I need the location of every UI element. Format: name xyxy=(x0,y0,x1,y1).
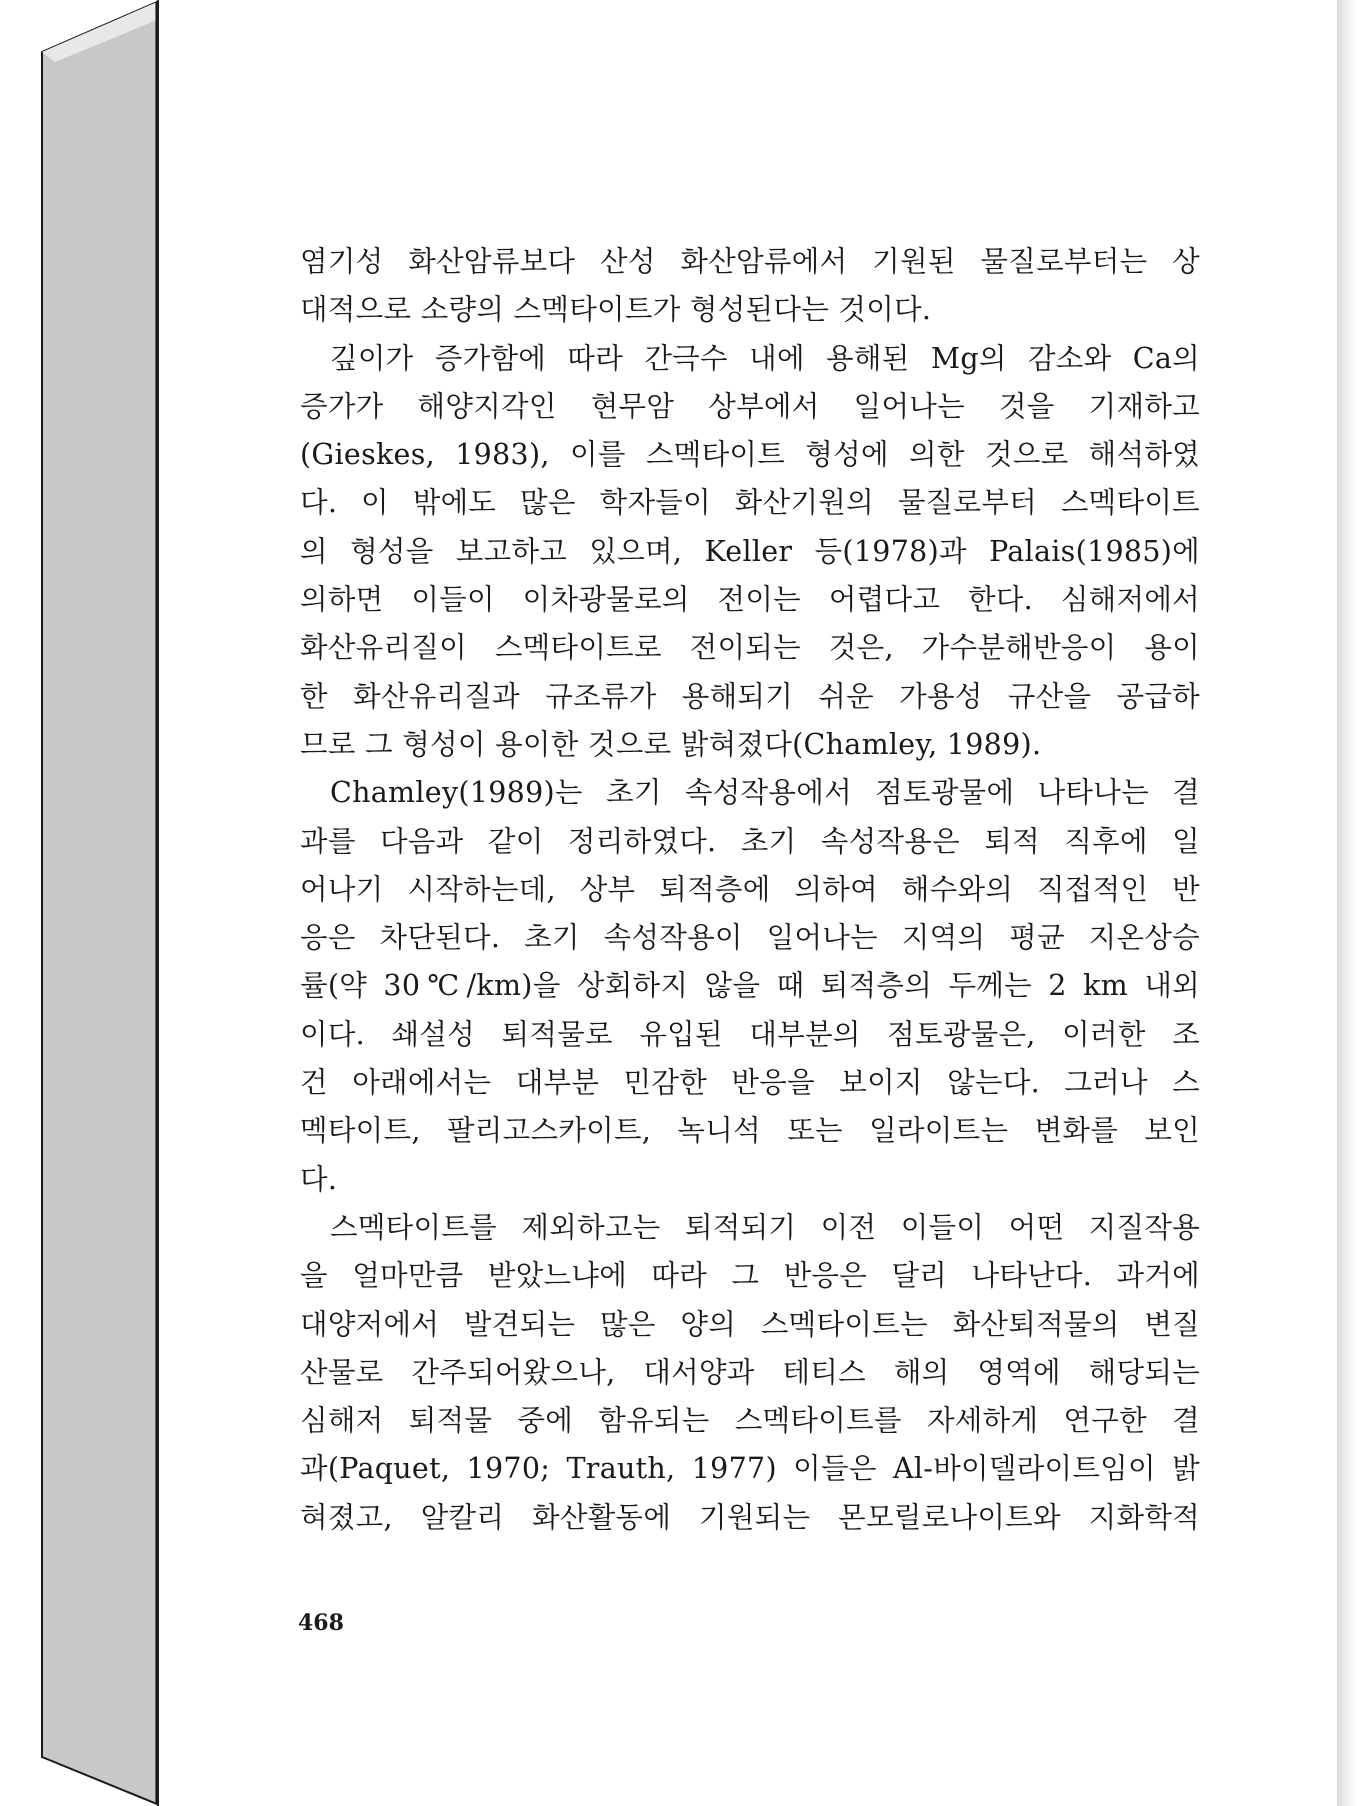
text-line: 혀졌고, 알칼리 화산활동에 기원되는 몬모릴로나이트와 지화학적 xyxy=(300,1500,1200,1534)
text-line: 의 형성을 보고하고 있으며, Keller 등(1978)과 Palais(1985)에 xyxy=(300,534,1200,568)
text-line: 화산유리질이 스멕타이트로 전이되는 것은, 가수분해반응이 용이 xyxy=(300,631,1200,665)
text-line: 다. 이 밖에도 많은 학자들이 화산기원의 물질로부터 스멕타이트 xyxy=(300,486,1200,520)
text-line: 므로 그 형성이 용이한 것으로 밝혀졌다(Chamley, 1989). xyxy=(300,727,1042,761)
text-line: 어나기 시작하는데, 상부 퇴적층에 의하여 해수와의 직접적인 반 xyxy=(300,872,1200,906)
page-edge-shadow xyxy=(1337,0,1357,1806)
text-line: Chamley(1989)는 초기 속성작용에서 점토광물에 나타나는 결 xyxy=(330,776,1200,810)
text-line: 멕타이트, 팔리고스카이트, 녹니석 또는 일라이트는 변화를 보인 xyxy=(300,1114,1200,1148)
book-spine xyxy=(0,0,160,1806)
text-line: 한 화산유리질과 규조류가 용해되기 쉬운 가용성 규산을 공급하 xyxy=(300,679,1200,713)
text-line: 과(Paquet, 1970; Trauth, 1977) 이들은 Al-바이델라이트임이 밝 xyxy=(300,1452,1200,1486)
text-line: 을 얼마만큼 받았느냐에 따라 그 반응은 달리 나타난다. 과거에 xyxy=(300,1259,1200,1293)
text-line: 깊이가 증가함에 따라 간극수 내에 용해된 Mg의 감소와 Ca의 xyxy=(330,341,1200,375)
text-line: 대양저에서 발견되는 많은 양의 스멕타이트는 화산퇴적물의 변질 xyxy=(300,1307,1200,1341)
text-line: 건 아래에서는 대부분 민감한 반응을 보이지 않는다. 그러나 스 xyxy=(300,1066,1200,1100)
text-line: 응은 차단된다. 초기 속성작용이 일어나는 지역의 평균 지온상승 xyxy=(300,921,1200,955)
page-number: 468 xyxy=(298,1610,344,1636)
text-line: 의하면 이들이 이차광물로의 전이는 어렵다고 한다. 심해저에서 xyxy=(300,583,1200,617)
text-line: 률(약 30℃/km)을 상회하지 않을 때 퇴적층의 두께는 2 km 내외 xyxy=(300,969,1200,1003)
text-line: 심해저 퇴적물 중에 함유되는 스멕타이트를 자세하게 연구한 결 xyxy=(300,1404,1200,1438)
text-line: 다. xyxy=(300,1162,338,1196)
text-line: 스멕타이트를 제외하고는 퇴적되기 이전 이들이 어떤 지질작용 xyxy=(330,1210,1200,1244)
text-line: 대적으로 소량의 스멕타이트가 형성된다는 것이다. xyxy=(300,293,932,327)
text-line: 증가가 해양지각인 현무암 상부에서 일어나는 것을 기재하고 xyxy=(300,389,1200,423)
text-line: 이다. 쇄설성 퇴적물로 유입된 대부분의 점토광물은, 이러한 조 xyxy=(300,1017,1200,1051)
body-text xyxy=(300,238,1200,1542)
text-line: 과를 다음과 같이 정리하였다. 초기 속성작용은 퇴적 직후에 일 xyxy=(300,824,1200,858)
text-line: (Gieskes, 1983), 이를 스멕타이트 형성에 의한 것으로 해석하였 xyxy=(300,438,1200,472)
text-line: 산물로 간주되어왔으나, 대서양과 테티스 해의 영역에 해당되는 xyxy=(300,1355,1200,1389)
text-line: 염기성 화산암류보다 산성 화산암류에서 기원된 물질로부터는 상 xyxy=(300,245,1200,278)
